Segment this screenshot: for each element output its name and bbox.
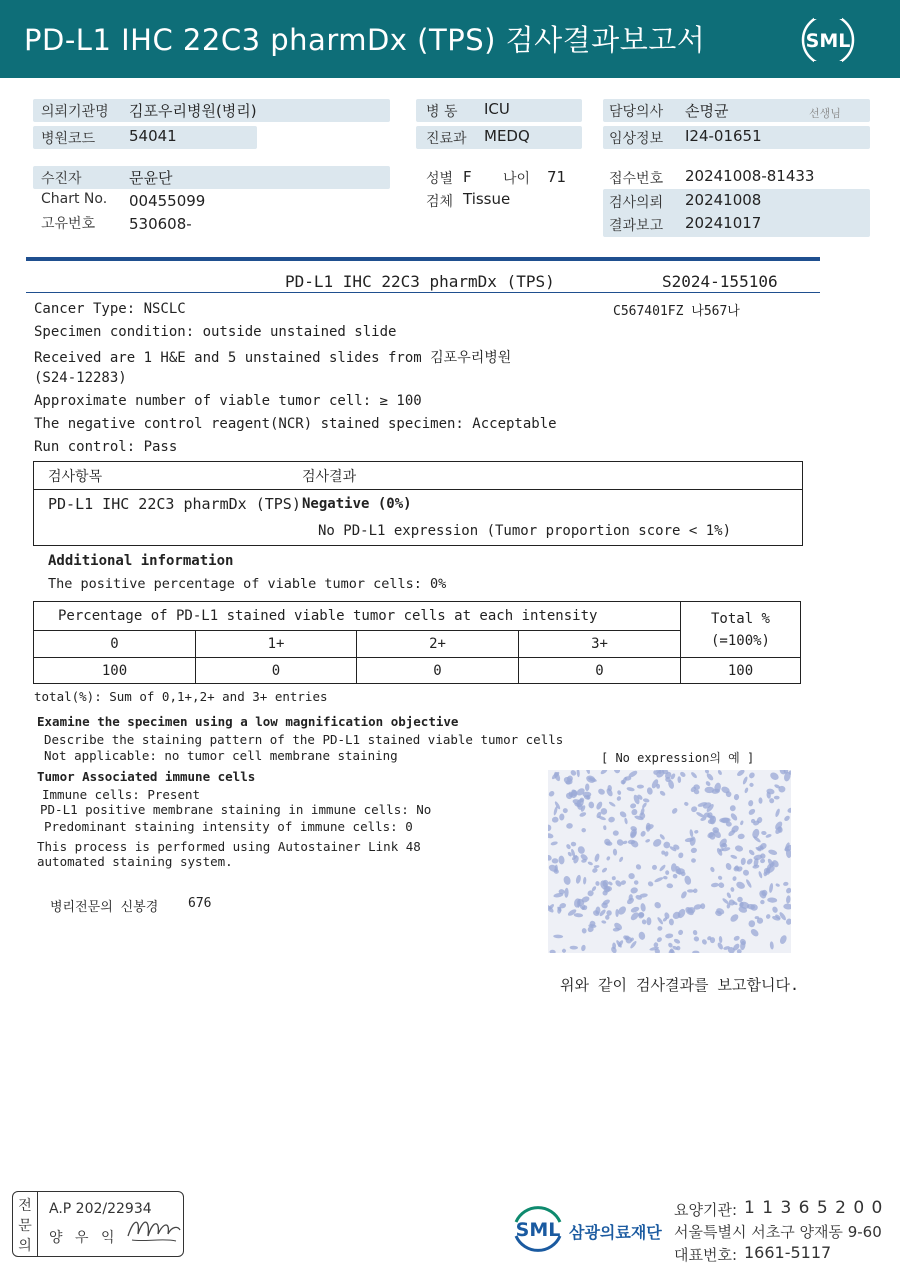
id-no-label: 고유번호	[41, 216, 96, 232]
additional-text: The positive percentage of viable tumor cells: 0%	[48, 576, 447, 592]
report-rule-top	[26, 257, 820, 261]
examine-line: Not applicable: no tumor cell membrane staining	[44, 748, 398, 763]
cell-nucleus	[661, 851, 665, 855]
process-line: This process is performed using Autostainer Link 48	[37, 839, 421, 854]
ward-label: 병 동	[426, 104, 458, 120]
examine-title: Examine the specimen using a low magnification objective	[37, 714, 459, 729]
specimen-label: 검체	[426, 194, 454, 210]
closing-statement: 위와 같이 검사결과를 보고합니다.	[560, 976, 799, 994]
immune-line: Immune cells: Present	[42, 787, 201, 802]
cell-nucleus	[705, 787, 715, 793]
sml-logo-icon	[800, 12, 856, 68]
stamp-side-label: 전문의	[18, 1198, 32, 1254]
report-number: S2024-155106	[662, 272, 778, 291]
result-detail: No PD-L1 expression (Tumor proportion score < 1%)	[318, 523, 732, 539]
patient-name-label: 수진자	[41, 171, 82, 187]
block-number: C567401FZ 나567나	[613, 304, 740, 319]
physician-label: 담당의사	[609, 104, 664, 120]
result-item: PD-L1 IHC 22C3 pharmDx (TPS)	[48, 495, 301, 513]
physician-value: 손명균	[685, 102, 729, 120]
pathologist-license: 676	[188, 896, 212, 911]
patient-name-field-bg	[33, 166, 390, 189]
chart-no-label: Chart No.	[41, 191, 108, 207]
clinical-info-value: I24-01651	[685, 127, 762, 145]
report-line: Specimen condition: outside unstained slide	[34, 324, 397, 340]
intensity-table	[33, 601, 801, 684]
image-caption: [ No expression의 예 ]	[601, 751, 755, 765]
clinical-info-label: 임상정보	[609, 131, 664, 147]
total-header-line1: Total %	[710, 610, 770, 627]
additional-title: Additional information	[48, 553, 234, 569]
request-label: 검사의뢰	[609, 195, 664, 211]
stamp-divider	[37, 1191, 38, 1257]
intensity-note: total(%): Sum of 0,1+,2+ and 3+ entries	[34, 689, 328, 704]
sml-footer-logo-text: SML	[515, 1219, 561, 1241]
intensity-column-header: 0	[34, 631, 196, 658]
intensity-header: Percentage of PD-L1 stained viable tumor cells at each intensity	[34, 602, 681, 631]
institution-value: 김포우리병원(병리)	[129, 102, 257, 120]
result-value-header: 검사결과	[302, 469, 357, 485]
report-line: Approximate number of viable tumor cell: ≥ 100	[34, 393, 422, 409]
examine-line: Describe the staining pattern of the PD-L1 stained viable tumor cells	[44, 732, 564, 747]
intensity-column-header: 2+	[357, 631, 519, 658]
total-header	[681, 602, 801, 658]
immune-line: Predominant staining intensity of immune cells: 0	[44, 819, 413, 834]
institution-label: 의뢰기관명	[41, 104, 109, 120]
institution-code-label: 요양기관:	[674, 1201, 738, 1219]
request-value: 20241008	[685, 191, 762, 209]
intensity-column-header: 3+	[519, 631, 681, 658]
stamp-license: A.P 202/22934	[49, 1201, 152, 1217]
phone-label: 대표번호:	[674, 1246, 738, 1264]
report-line: Run control: Pass	[34, 439, 178, 455]
immune-line: PD-L1 positive membrane staining in immune cells: No	[40, 802, 432, 817]
intensity-value: 0	[519, 658, 681, 684]
department-value: MEDQ	[484, 127, 530, 145]
result-value: Negative (0%)	[302, 496, 412, 512]
report-line: (S24-12283)	[34, 370, 127, 386]
result-table-divider	[33, 489, 803, 490]
receipt-value: 20241008-81433	[685, 167, 815, 185]
ward-value: ICU	[484, 100, 510, 118]
cell-nucleus	[687, 889, 694, 892]
intensity-column-header: 1+	[196, 631, 357, 658]
pathologist-name: 병리전문의 신봉경	[50, 900, 159, 915]
hospital-code-label: 병원코드	[41, 131, 96, 147]
intensity-value: 0	[196, 658, 357, 684]
micrograph-image	[548, 770, 791, 953]
phone-number: 1661-5117	[744, 1243, 832, 1262]
sex-value: F	[463, 168, 472, 186]
report-rule-bottom	[26, 292, 820, 293]
cell-nucleus	[615, 909, 618, 917]
specimen-value: Tissue	[463, 190, 511, 208]
sml-logo-text: SML	[805, 30, 851, 52]
intensity-value: 100	[34, 658, 196, 684]
total-header-line2: (=100%)	[710, 632, 770, 649]
patient-name-value: 문윤단	[129, 169, 173, 187]
chart-no-value: 00455099	[129, 192, 206, 210]
age-label: 나이	[503, 171, 531, 187]
intensity-total: 100	[681, 658, 801, 684]
sex-label: 성별	[426, 171, 454, 187]
cell-nucleus	[656, 784, 660, 789]
institution-code: 1 1 3 6 5 2 0 0	[744, 1198, 884, 1218]
result-item-header: 검사항목	[48, 469, 103, 485]
id-no-value: 530608-	[129, 215, 192, 233]
signature-mark	[124, 1208, 184, 1248]
intensity-value: 0	[357, 658, 519, 684]
immune-title: Tumor Associated immune cells	[37, 769, 256, 784]
process-line: automated staining system.	[37, 854, 233, 869]
report-value: 20241017	[685, 214, 762, 232]
report-label: 결과보고	[609, 218, 664, 234]
receipt-label: 접수번호	[609, 171, 664, 187]
stamp-name: 양 우 익	[49, 1230, 119, 1246]
sml-footer-logo-icon	[510, 1200, 566, 1256]
footer-address: 서울특별시 서초구 양재동 9-60	[674, 1223, 882, 1241]
report-test-title: PD-L1 IHC 22C3 pharmDx (TPS)	[285, 272, 555, 291]
report-line: The negative control reagent(NCR) stained specimen: Acceptable	[34, 416, 557, 432]
department-label: 진료과	[426, 131, 467, 147]
physician-suffix: 선생님	[809, 107, 841, 120]
hospital-code-value: 54041	[129, 127, 177, 145]
report-line: Received are 1 H&E and 5 unstained slides from 김포우리병원	[34, 350, 512, 366]
report-line: Cancer Type: NSCLC	[34, 301, 186, 317]
foundation-name: 삼광의료재단	[569, 1223, 662, 1242]
age-value: 71	[547, 168, 567, 186]
page-title: PD-L1 IHC 22C3 pharmDx (TPS) 검사결과보고서	[24, 23, 706, 57]
